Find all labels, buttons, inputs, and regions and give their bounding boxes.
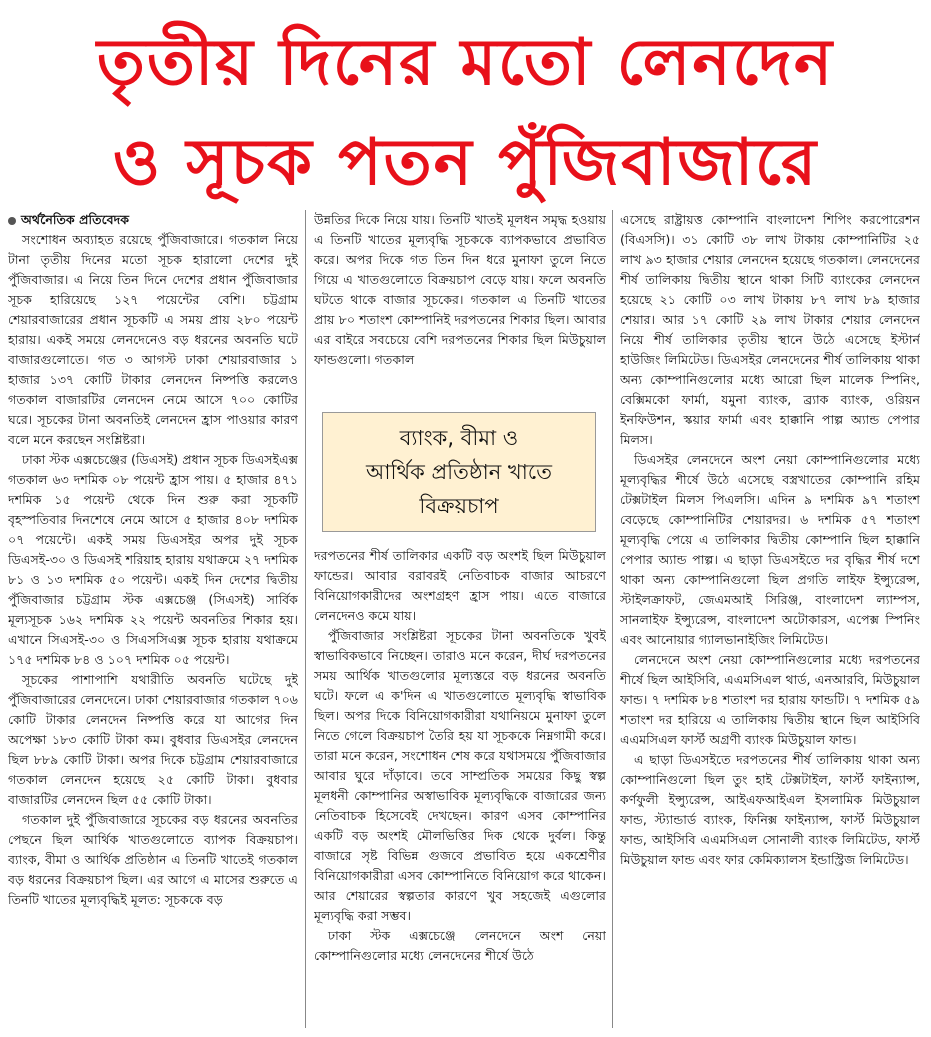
paragraph: দরপতনের শীর্ষ তালিকার একটি বড় অংশই ছিল মিউচুয়াল ফান্ডের। আবার বরাবরই নেতিবাচক বাজার আচরণে বিনিয়োগকারীদের অংশগ্রহণ হ্রাস পায়। এতে বাজারে লেনদেনও কমে যায়। (314, 548, 606, 623)
bullet-icon (8, 217, 16, 225)
column-2-top (314, 210, 606, 400)
paragraph: উন্নতির দিকে নিয়ে যায়। তিনটি খাতই মূলধন সমৃদ্ধ হওয়ায় এ তিনটি খাতের মূল্যবৃদ্ধি সূচককে ব্যাপকভাবে প্রভাবিত করে। অপর দিকে গত তিন দিন ধরে মুনাফা তুলে নিতে গিয়ে এ খাতগুলোতে বিক্রয়চাপ বেড়ে যায়। ফলে অবনতি ঘটতে থাকে বাজার সূচকের। গতকাল এ তিনটি খাতের প্রায় ৮০ শতাংশ কোম্পানিই দরপতনের শিকার ছিল। আবার এর বাইরে সবচেয়ে বেশি দরপতনের শিকার ছিল মিউচুয়াল ফান্ডগুলো। গতকাল (314, 212, 606, 367)
byline (8, 210, 298, 230)
paragraph: লেনদেনে অংশ নেয়া কোম্পানিগুলোর মধ্যে দরপতনের শীর্ষে ছিল আইসিবি, এএমসিএল থার্ড, এনআরবি, মিউচুয়াল ফান্ড। ৭ দশমিক ৮৪ শতাংশ দর হারায় ফান্ডটি। ৭ দশমিক ৫৯ শতাংশ দর হারিয়ে এ তালিকায় দ্বিতীয় স্থানে ছিল আইসিবি এএমসিএল ফার্স্ট অগ্রণী ব্যাংক মিউচুয়াল ফান্ড। (620, 652, 920, 747)
column-2 (314, 210, 606, 1028)
paragraph: এসেছে রাষ্ট্রায়ত্ত কোম্পানি বাংলাদেশ শিপিং করপোরেশন (বিএসসি)। ৩১ কোটি ৩৮ লাখ টাকায় কোম্পানিটির ২৫ লাখ ৯৩ হাজার শেয়ার লেনদেন হয়েছে গতকাল। লেনদেনের শীর্ষ তালিকায় দ্বিতীয় স্থানে থাকা সিটি ব্যাংকের লেনদেন হয়েছে ২১ কোটি ০৩ লাখ টাকায় ৮৭ লাখ ৮৯ হাজার শেয়ার। আর ১৭ কোটি ২৯ লাখ টাকার শেয়ার লেনদেন নিয়ে শীর্ষ তালিকার তৃতীয় স্থানে উঠে এসেছে ইস্টার্ন হাউজিং লিমিটেড। ডিএসইর লেনদেনের শীর্ষ তালিকায় থাকা অন্য কোম্পানিগুলোর মধ্যে আরো ছিল মালেক স্পিনিং, বেক্সিমকো ফার্মা, যমুনা ব্যাংক, ব্র্যাক ব্যাংক, ওরিয়ন ইনফিউশন, স্কয়ার ফার্মা এবং হাক্কানি পাল্প অ্যান্ড পেপার মিলস। (620, 212, 920, 447)
paragraph: সূচকের পাশাপাশি যথারীতি অবনতি ঘটেছে দুই পুঁজিবাজারের লেনদেনে। ঢাকা শেয়ারবাজার গতকাল ৭০৬ কোটি টাকার লেনদেন নিষ্পত্তি করে যা আগের দিন অপেক্ষা ১৮৩ কোটি টাকা কম। বুধবার ডিএসইর লেনদেন ছিল ৮৮৯ কোটি টাকা। অপর দিকে চট্টগ্রাম শেয়ারবাজারে গতকাল লেনদেন হয়েছে ২৫ কোটি টাকা। বুধবার বাজারটির লেনদেন ছিল ৫৫ কোটি টাকা। (8, 672, 298, 807)
column-2-bottom (314, 546, 606, 1028)
headline-line-2: ও সূচক পতন পুঁজিবাজারে (112, 126, 819, 200)
column-1 (8, 210, 298, 1028)
pull-quote-text: ব্যাংক, বীমা ও আর্থিক প্রতিষ্ঠান খাতে বিক্রয়চাপ (366, 426, 552, 518)
paragraph: সংশোধন অব্যাহত রয়েছে পুঁজিবাজারে। গতকাল নিয়ে টানা তৃতীয় দিনের মতো সূচক হারালো দেশের দুই পুঁজিবাজার। এ নিয়ে তিন দিনে দেশের প্রধান পুঁজিবাজার সূচক হারিয়েছে ১২৭ পয়েন্টের বেশি। চট্টগ্রাম শেয়ারবাজারের প্রধান সূচকটি এ সময় প্রায় ২৮০ পয়েন্ট হারায়। একই সময়ে লেনদেনেও বড় ধরনের অবনতি ঘটে বাজারগুলোতে। গত ৩ আগস্ট ঢাকা শেয়ারবাজার ১ হাজার ১৩৭ কোটি টাকার লেনদেন নিষ্পত্তি করলেও গতকাল বাজারটির লেনদেন নেমে আসে ৭০০ কোটির ঘরে। সূচকের টানা অবনতিই লেনদেন হ্রাস পাওয়ার কারণ বলে মনে করছেন সংশ্লিষ্টরা। (8, 232, 298, 447)
paragraph: পুঁজিবাজার সংশ্লিষ্টরা সূচকের টানা অবনতিকে খুবই স্বাভাবিকভাবে নিচ্ছেন। তারাও মনে করেন, দীর্ঘ দরপতনের সময় আর্থিক খাতগুলোর মূল্যস্তরে বড় ধরনের অবনতি ঘটে। ফলে এ ক'দিন এ খাতগুলোতে মূল্যবৃদ্ধি স্বাভাবিক ছিল। অপর দিকে বিনিয়োগকারীরা যথানিয়মে মুনাফা তুলে নিতে গেলে বিক্রয়চাপ তৈরি হয় যা সূচককে নিম্নগামী করে। তারা মনে করেন, সংশোধন শেষ করে যথাসময়ে পুঁজিবাজার আবার ঘুরে দাঁড়াবে। তবে সাম্প্রতিক সময়ের কিছু স্বল্প মূলধনী কোম্পানির অস্বাভাবিক মূল্যবৃদ্ধিকে বাজারের জন্য নেতিবাচক হিসেবেই দেখছেন। কারণ এসব কোম্পানির একটি বড় অংশই মৌলভিত্তির দিক থেকে দুর্বল। কিন্তু বাজারে সৃষ্ট বিভিন্ন গুজবে প্রভাবিত হয়ে একশ্রেণীর বিনিয়োগকারীরা এসব কোম্পানিতে বিনিয়োগ করে থাকেন। আর শেয়ারের স্বল্পতার কারণে খুব সহজেই এগুলোর মূল্যবৃদ্ধি করা সম্ভব। (314, 628, 606, 923)
paragraph: ডিএসইর লেনদেনে অংশ নেয়া কোম্পানিগুলোর মধ্যে মূল্যবৃদ্ধির শীর্ষে উঠে এসেছে বস্ত্রখাতের কোম্পানি রহিম টেক্সটাইল মিলস পিএলসি। এদিন ৯ দশমিক ৯৭ শতাংশ বেড়েছে কোম্পানিটির শেয়ারদর। ৬ দশমিক ৫৭ শতাংশ মূল্যবৃদ্ধি পেয়ে এ তালিকার দ্বিতীয় কোম্পানি ছিল হাক্কানি পেপার অ্যান্ড পাল্প। এ ছাড়া ডিএসইতে দর বৃদ্ধির শীর্ষ দশে থাকা অন্য কোম্পানিগুলো ছিল প্রগতি লাইফ ইন্স্যুরেন্স, স্টাইলক্রাফট, জেএমআই সিরিঞ্জ, বাংলাদেশ ল্যাম্পস, সানলাইফ ইন্স্যুরেন্স, বাংলাদেশ অটোকারস, এপেক্স স্পিনিং এবং আনোয়ার গ্যালভানাইজিং লিমিটেড। (620, 452, 920, 647)
paragraph: ঢাকা স্টক এক্সচেঞ্জে লেনদেনে অংশ নেয়া কোম্পানিগুলোর মধ্যে লেনদেনের শীর্ষে উঠে (314, 928, 606, 963)
pull-quote-box (322, 412, 596, 532)
paragraph: এ ছাড়া ডিএসইতে দরপতনের শীর্ষ তালিকায় থাকা অন্য কোম্পানিগুলো ছিল তুং হাই টেক্সটাইল, ফার্স্ট ফাইন্যান্স, কর্ণফুলী ইন্স্যুরেন্স, আইএফআইএল ইসলামিক মিউচুয়াল ফান্ড, স্ট্যান্ডার্ড ব্যাংক, ফিনিক্স ফাইন্যান্স, ফার্স্ট মিউচুয়াল ফান্ড, আইসিবি এএমসিএল সোনালী ব্যাংক লিমিটেড, ফার্স্ট মিউচুয়াল ফান্ড এবং ফার কেমিক্যালস ইন্ডাস্ট্রিজ লিমিটেড। (620, 752, 920, 867)
paragraph: গতকাল দুই পুঁজিবাজারে সূচকের বড় ধরনের অবনতির পেছনে ছিল আর্থিক খাতগুলোতে ব্যাপক বিক্রয়চাপ। ব্যাংক, বীমা ও আর্থিক প্রতিষ্ঠান এ তিনটি খাতেই গতকাল বড় ধরনের বিক্রয়চাপ ছিল। এর আগে এ মাসের শুরুতে এ তিনটি খাতের মূল্যবৃদ্ধিই মূলত: সূচককে বড় (8, 812, 298, 907)
paragraph: ঢাকা স্টক এক্সচেঞ্জের (ডিএসই) প্রধান সূচক ডিএসইএক্স গতকাল ৬৩ দশমিক ০৮ পয়েন্ট হ্রাস পায়। ৫ হাজার ৪৭১ দশমিক ১৫ পয়েন্ট থেকে দিন শুরু করা সূচকটি বৃহস্পতিবার দিনশেষে নেমে আসে ৫ হাজার ৪০৮ দশমিক ০৭ পয়েন্টে। একই সময় ডিএসইর অপর দুই সূচক ডিএসই-৩০ ও ডিএসই শরিয়াহ হারায় যথাক্রমে ২৭ দশমিক ৮১ ও ১৩ দশমিক ৫০ পয়েন্ট। একই দিন দেশের দ্বিতীয় পুঁজিবাজার চট্টগ্রাম স্টক এক্সচেঞ্জ (সিএসই) সার্বিক মূল্যসূচক ১৬২ দশমিক ২২ পয়েন্ট অবনতির শিকার হয়। এখানে সিএসই-৩০ ও সিএসসিএক্স সূচক হারায় যথাক্রমে ১৭৫ দশমিক ৮৪ ও ১০৭ দশমিক ০৫ পয়েন্ট। (8, 452, 298, 667)
column-divider (305, 210, 306, 1028)
byline-text: অর্থনৈতিক প্রতিবেদক (21, 212, 130, 227)
column-divider (612, 210, 613, 1028)
column-3 (620, 210, 920, 1028)
headline-line-1: তৃতীয় দিনের মতো লেনদেন (96, 26, 835, 100)
